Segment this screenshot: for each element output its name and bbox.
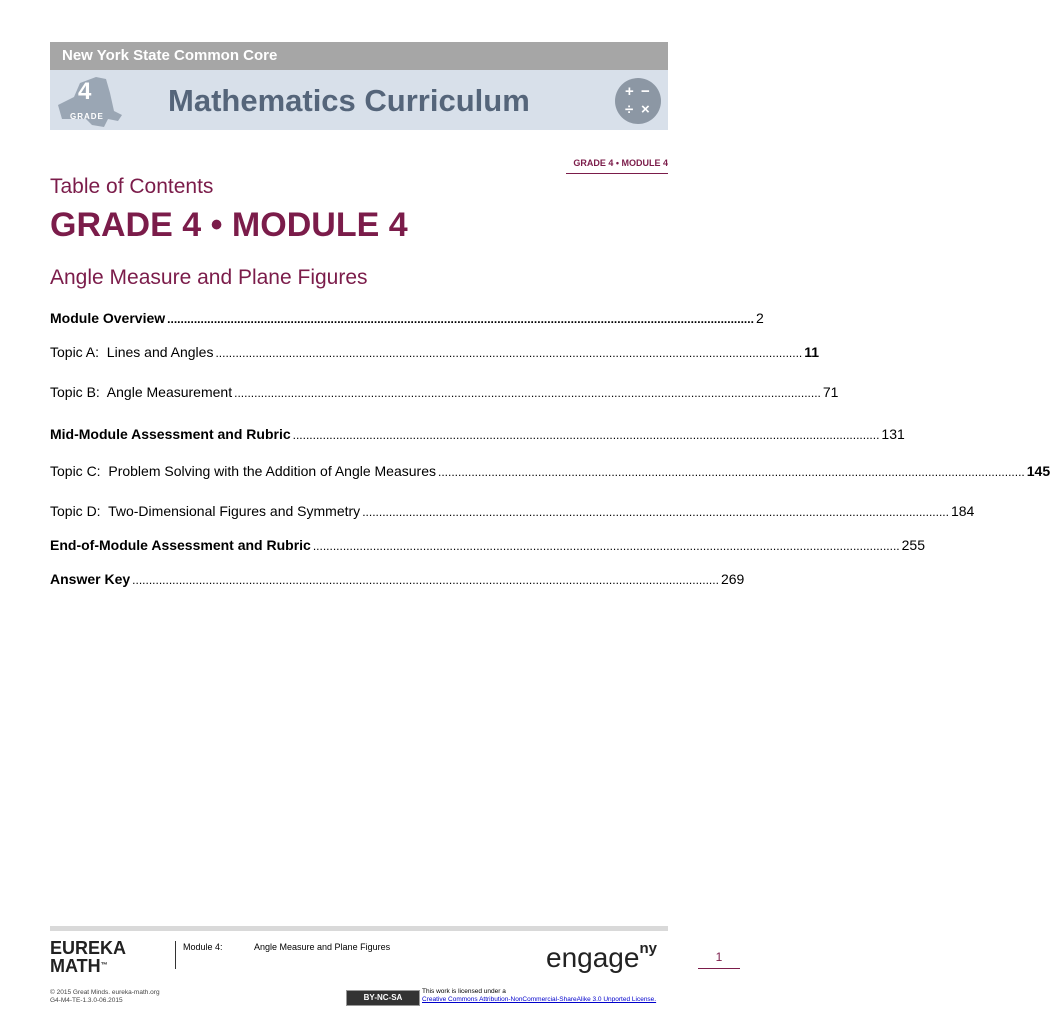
toc-entry-mid-module-assessment[interactable] (50, 426, 905, 442)
logo-line-math: MATH (50, 956, 101, 976)
toc-entry-label: End-of-Module Assessment and Rubric (50, 537, 311, 553)
copyright-text: © 2015 Great Minds. eureka-math.org (50, 989, 160, 996)
toc-entry-end-of-module-assessment[interactable] (50, 537, 925, 553)
engageny-logo (546, 942, 657, 974)
toc-entry-page: 11 (804, 344, 820, 360)
toc-entry-label: Topic D: Two-Dimensional Figures and Symmetry (50, 503, 361, 519)
footer-module-title: Angle Measure and Plane Figures (254, 942, 391, 952)
toc-entry-topic-c[interactable] (50, 463, 1050, 479)
module-subtitle: Angle Measure and Plane Figures (50, 266, 368, 289)
banner-main (50, 70, 668, 130)
toc-leader-dots: ................................................................................................................................................................................ (167, 312, 754, 326)
minus-icon: − (641, 83, 650, 100)
toc-entry-topic-d[interactable] (50, 503, 975, 519)
footer-divider (175, 941, 176, 969)
toc-entry-page: 2 (755, 310, 764, 326)
toc-entry-label: Topic C: Problem Solving with the Addition of Angle Measures (50, 463, 436, 479)
eureka-math-logo (50, 939, 126, 975)
toc-entry-page: 255 (901, 537, 925, 553)
multiply-icon: × (641, 101, 650, 118)
banner-top-bar (50, 42, 668, 70)
toc-entry-label: Mid-Module Assessment and Rubric (50, 426, 291, 442)
trademark-symbol: ™ (100, 962, 108, 969)
toc-entry-page: 145 (1026, 463, 1050, 479)
divide-icon: ÷ (625, 101, 634, 118)
module-title: GRADE 4 • MODULE 4 (50, 206, 408, 244)
engage-sup: ny (639, 940, 657, 957)
toc-leader-dots: ................................................................................................................................................................................ (215, 346, 803, 360)
toc-leader-dots: ................................................................................................................................................................................ (132, 573, 719, 587)
toc-entry-topic-a[interactable] (50, 344, 820, 360)
math-operations-icon (615, 78, 661, 124)
page-number-rule (698, 968, 740, 969)
toc-leader-dots: ................................................................................................................................................................................ (234, 386, 821, 400)
banner-top-text: New York State Common Core (62, 47, 278, 64)
footer-rule (50, 926, 668, 931)
toc-heading: Table of Contents (50, 175, 214, 198)
toc-entry-page: 131 (881, 426, 905, 442)
toc-entry-page: 269 (720, 571, 745, 587)
license-block (422, 988, 656, 1004)
toc-entry-label: Answer Key (50, 571, 131, 587)
copyright-block (50, 989, 160, 1005)
page-number: 1 (715, 950, 723, 964)
plus-icon: + (625, 83, 634, 100)
running-header: GRADE 4 • MODULE 4 (573, 158, 668, 168)
toc-entry-page: 184 (950, 503, 975, 519)
toc-entry-page: 71 (822, 384, 839, 400)
toc-entry-module-overview[interactable] (50, 310, 764, 326)
grade-label: GRADE (70, 112, 104, 121)
license-intro: This work is licensed under a (422, 988, 506, 995)
running-header-rule (566, 173, 668, 174)
toc-entry-topic-b[interactable] (50, 384, 839, 400)
creative-commons-badge: BY-NC-SA (346, 990, 420, 1006)
grade-number: 4 (78, 78, 92, 105)
toc-entry-label: Topic A: Lines and Angles (50, 344, 214, 360)
toc-entry-label: Module Overview (50, 310, 166, 326)
document-code: G4-M4-TE-1.3.0-06.2015 (50, 997, 123, 1004)
toc-entry-answer-key[interactable] (50, 571, 745, 587)
toc-leader-dots: ................................................................................................................................................................................ (292, 428, 880, 442)
toc-entry-label: Topic B: Angle Measurement (50, 384, 233, 400)
logo-line-eureka: EUREKA (50, 938, 127, 958)
curriculum-title: Mathematics Curriculum (168, 83, 530, 118)
footer-module-label: Module 4: (183, 942, 223, 952)
engage-text: engage (546, 942, 640, 973)
toc-leader-dots: ................................................................................................................................................................................ (437, 465, 1025, 479)
toc-leader-dots: ................................................................................................................................................................................ (362, 505, 949, 519)
license-link[interactable]: Creative Commons Attribution-NonCommercial-ShareAlike 3.0 Unported License. (422, 996, 657, 1003)
toc-leader-dots: ................................................................................................................................................................................ (312, 539, 900, 553)
